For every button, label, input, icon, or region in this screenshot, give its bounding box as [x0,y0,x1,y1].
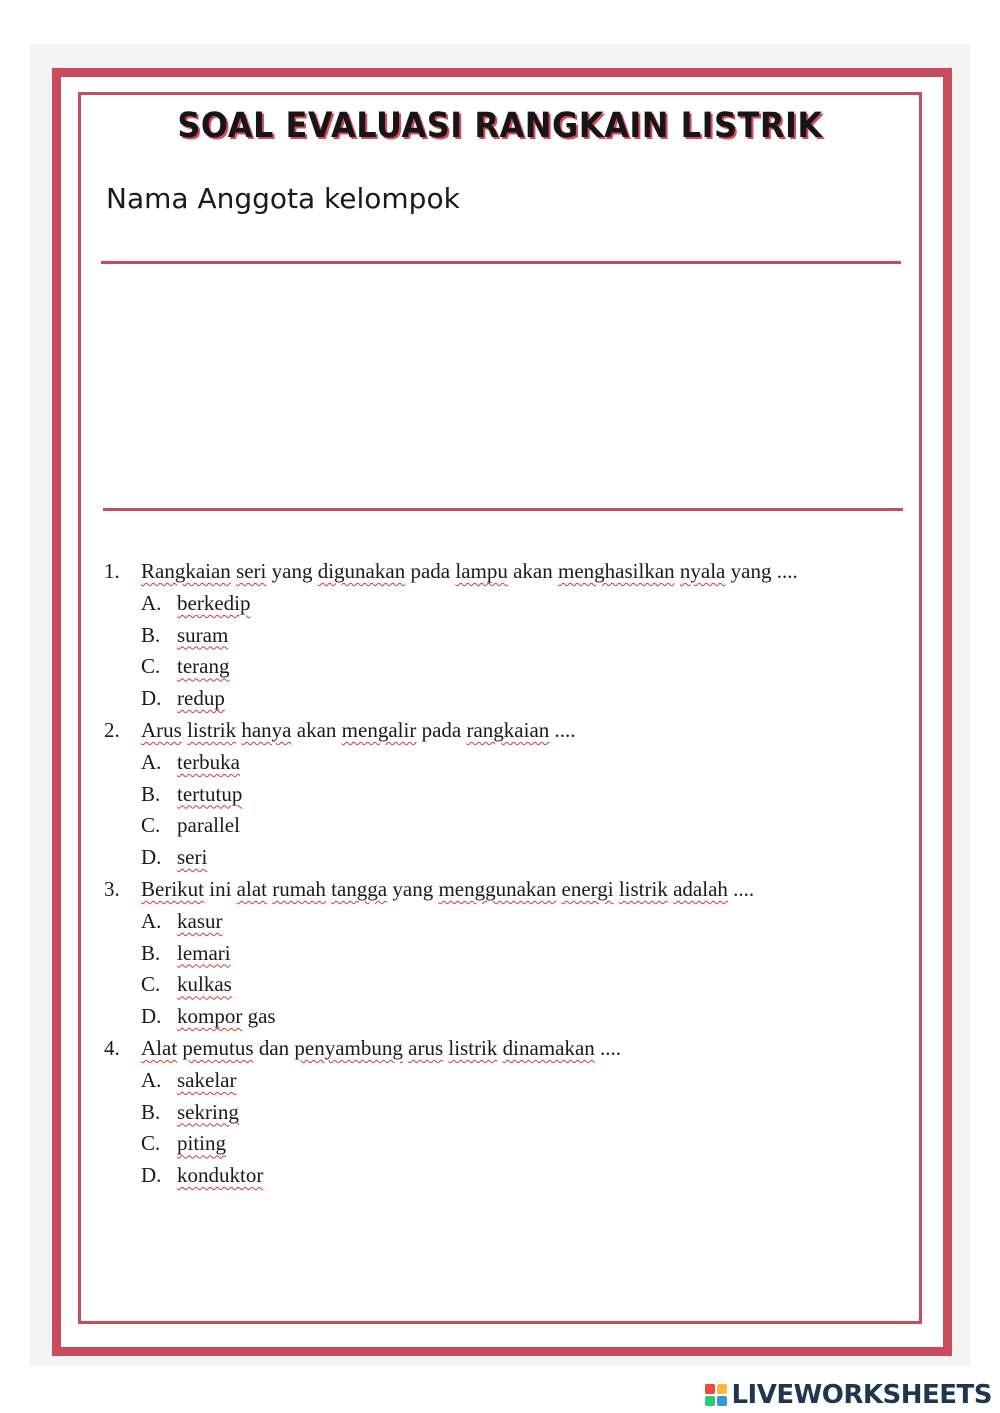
divider-bottom [103,508,903,511]
option-text: parallel [177,813,240,838]
question-2-option-a[interactable] [104,747,904,779]
brand-name: LIVEWORKSHEETS [731,1380,992,1410]
question-3-option-c[interactable] [104,969,904,1001]
question-3-option-b[interactable] [104,938,904,970]
question-text: Arus listrik hanya akan mengalir pada rangkaian .... [141,717,576,742]
question-2-option-b[interactable] [104,779,904,811]
worksheet-title: SOAL EVALUASI RANGKAIN LISTRIK [177,104,823,146]
question-number: 4. [104,1035,120,1060]
question-3-option-a[interactable] [104,906,904,938]
liveworksheets-brand[interactable] [705,1380,992,1410]
option-letter: C. [141,972,161,997]
option-text: suram [177,622,229,647]
option-letter: C. [141,654,161,679]
question-2-option-c[interactable] [104,810,904,842]
option-text: berkedip [177,590,251,615]
option-letter: B. [141,940,161,965]
option-letter: C. [141,813,161,838]
option-letter: A. [141,908,162,933]
question-4-option-d[interactable] [104,1160,904,1192]
option-letter: D. [141,1163,162,1188]
option-text: terbuka [177,749,240,774]
option-letter: A. [141,1067,162,1092]
option-text: sakelar [177,1067,237,1092]
question-2 [104,715,904,747]
question-4-option-b[interactable] [104,1097,904,1129]
option-text: kompor gas [177,1004,276,1029]
option-text: piting [177,1131,227,1156]
option-text: kulkas [177,972,232,997]
question-text: Alat pemutus dan penyambung arus listrik dinamakan .... [141,1035,622,1060]
question-1-option-a[interactable] [104,588,904,620]
group-members-label: Nama Anggota kelompok [106,182,460,215]
question-text: Rangkaian seri yang digunakan pada lampu akan menghasilkan nyala yang .... [141,559,798,583]
option-text: sekring [177,1099,239,1124]
option-letter: B. [141,622,161,647]
question-4-option-a[interactable] [104,1065,904,1097]
question-1-option-c[interactable] [104,651,904,683]
option-text: kasur [177,908,223,933]
option-letter: A. [141,590,162,615]
question-1 [104,556,904,588]
question-list [104,556,904,1192]
option-letter: D. [141,845,162,870]
option-text: terang [177,654,230,679]
option-text: konduktor [177,1163,264,1188]
liveworksheets-logo-icon [705,1384,727,1406]
question-3-option-d[interactable] [104,1001,904,1033]
question-text: Berikut ini alat rumah tangga yang menggunakan energi listrik adalah .... [141,876,755,901]
question-4 [104,1033,904,1065]
option-text: seri [177,845,208,870]
question-number: 1. [104,559,120,583]
question-3 [104,874,904,906]
option-letter: C. [141,1131,161,1156]
question-number: 3. [104,876,120,901]
option-text: lemari [177,940,231,965]
option-letter: D. [141,686,162,711]
option-letter: B. [141,781,161,806]
question-number: 2. [104,717,120,742]
option-letter: A. [141,749,162,774]
option-text: redup [177,686,225,711]
option-text: tertutup [177,781,243,806]
question-2-option-d[interactable] [104,842,904,874]
question-1-option-b[interactable] [104,620,904,652]
option-letter: D. [141,1004,162,1029]
divider-top [101,261,901,264]
option-letter: B. [141,1099,161,1124]
question-1-option-d[interactable] [104,683,904,715]
question-4-option-c[interactable] [104,1128,904,1160]
